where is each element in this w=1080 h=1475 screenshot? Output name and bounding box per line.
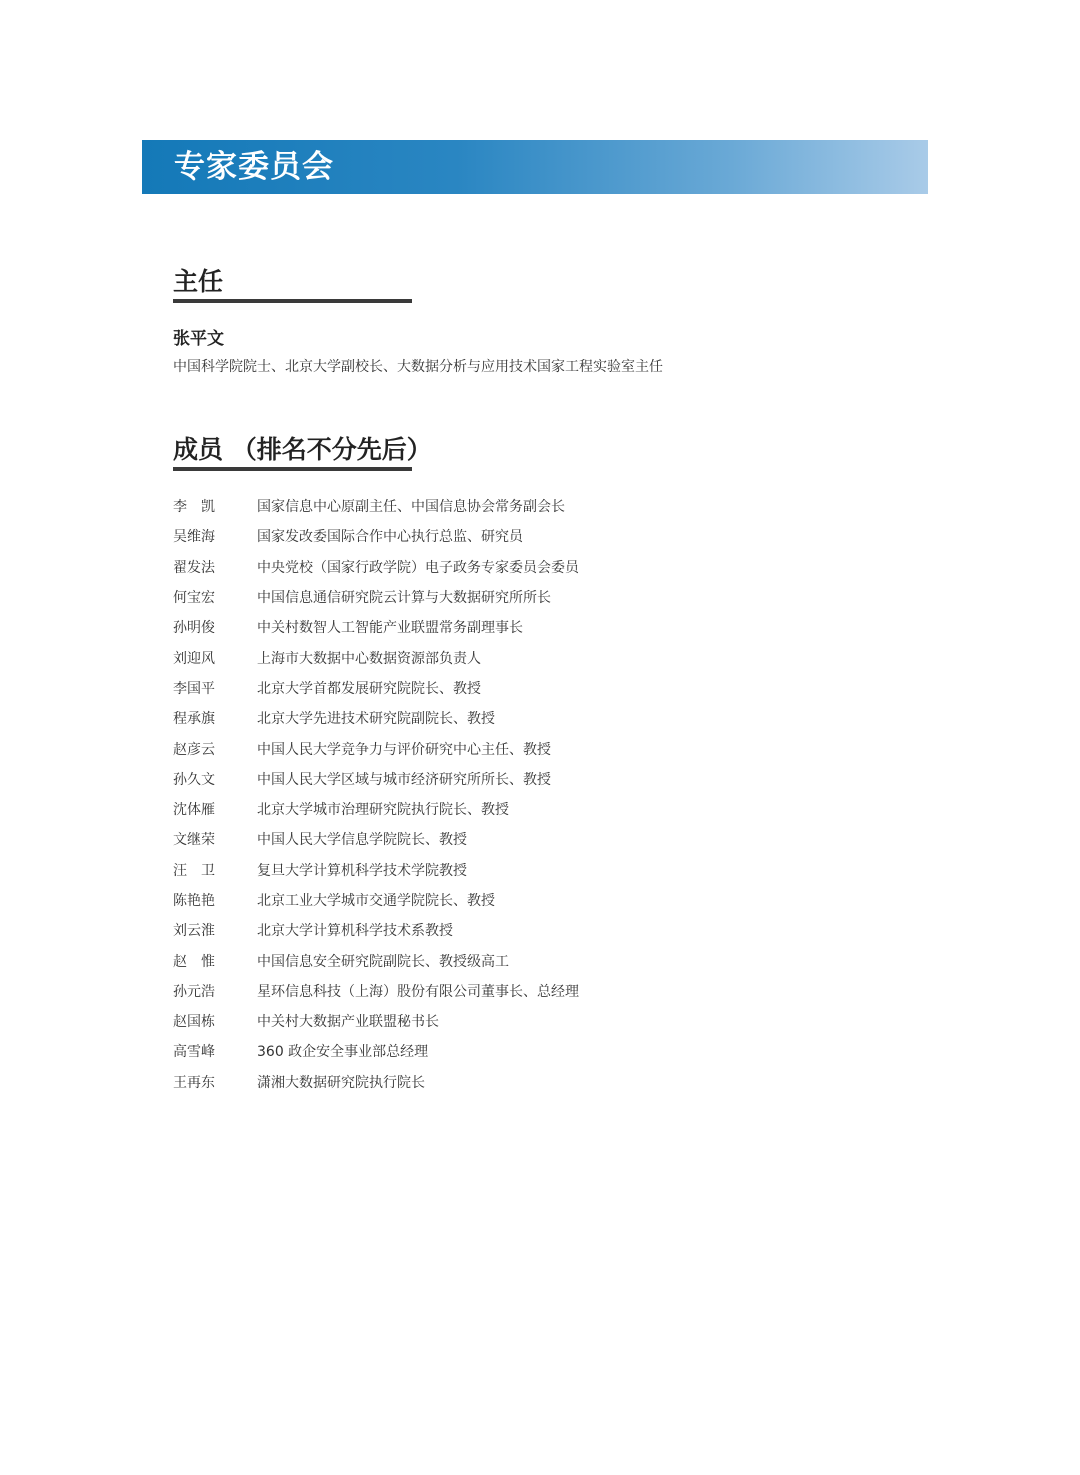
member-row	[173, 733, 873, 763]
member-title: 中关村数智人工智能产业联盟常务副理事长	[257, 620, 523, 637]
member-name: 汪 卫	[173, 862, 215, 879]
director-heading-rule	[173, 299, 412, 303]
member-name: 吴维海	[173, 529, 215, 546]
member-title: 360 政企安全事业部总经理	[257, 1044, 429, 1061]
director-name: 张平文	[173, 329, 224, 349]
member-row	[173, 673, 873, 703]
member-row	[173, 1067, 873, 1097]
member-row	[173, 764, 873, 794]
member-title: 北京大学先进技术研究院副院长、教授	[257, 711, 495, 728]
member-row	[173, 582, 873, 612]
director-heading: 主任	[173, 267, 224, 296]
director-title: 中国科学院院士、北京大学副校长、大数据分析与应用技术国家工程实验室主任	[173, 359, 663, 375]
member-title: 国家信息中心原副主任、中国信息协会常务副会长	[257, 499, 565, 516]
member-row	[173, 885, 873, 915]
member-title: 北京工业大学城市交通学院院长、教授	[257, 893, 495, 909]
member-row	[173, 915, 873, 945]
member-title: 中国信息通信研究院云计算与大数据研究所所长	[257, 590, 551, 607]
member-title: 中国信息安全研究院副院长、教授级高工	[257, 953, 509, 970]
member-title: 复旦大学计算机科学技术学院教授	[257, 862, 467, 879]
member-title: 星环信息科技（上海）股份有限公司董事长、总经理	[257, 983, 579, 1000]
title-banner	[142, 140, 928, 194]
member-name: 赵 惟	[173, 953, 215, 970]
member-title: 中国人民大学区域与城市经济研究所所长、教授	[257, 771, 551, 788]
member-title: 中央党校（国家行政学院）电子政务专家委员会委员	[257, 559, 579, 576]
member-name: 高雪峰	[173, 1044, 215, 1061]
member-name: 文继荣	[173, 832, 215, 849]
member-name: 李 凯	[173, 499, 215, 516]
member-name: 孙明俊	[173, 620, 215, 637]
member-title: 潇湘大数据研究院执行院长	[257, 1074, 425, 1091]
member-title: 国家发改委国际合作中心执行总监、研究员	[257, 529, 523, 546]
member-title: 中国人民大学信息学院院长、教授	[257, 832, 467, 849]
member-title: 北京大学首都发展研究院院长、教授	[257, 680, 481, 697]
member-name: 孙元浩	[173, 983, 215, 1000]
members-heading: 成员 （排名不分先后）	[173, 435, 432, 464]
member-row	[173, 612, 873, 642]
member-row	[173, 794, 873, 824]
member-name: 何宝宏	[173, 590, 215, 607]
member-name: 翟发法	[173, 559, 215, 576]
member-row	[173, 824, 873, 854]
member-title: 北京大学城市治理研究院执行院长、教授	[257, 802, 509, 819]
member-title: 中关村大数据产业联盟秘书长	[257, 1014, 439, 1031]
member-name: 刘迎风	[173, 650, 215, 667]
member-name: 赵国栋	[173, 1014, 215, 1031]
member-title: 上海市大数据中心数据资源部负责人	[257, 650, 481, 667]
members-list	[173, 491, 873, 1097]
member-name: 程承旗	[173, 711, 215, 728]
member-row	[173, 703, 873, 733]
member-row	[173, 1036, 873, 1066]
members-heading-rule	[173, 467, 412, 471]
member-row	[173, 642, 873, 672]
member-row	[173, 552, 873, 582]
member-row	[173, 976, 873, 1006]
member-row	[173, 491, 873, 521]
member-row	[173, 945, 873, 975]
member-name: 沈体雁	[173, 802, 215, 819]
member-row	[173, 855, 873, 885]
member-name: 王再东	[173, 1074, 215, 1091]
member-name: 孙久文	[173, 771, 215, 788]
member-name: 李国平	[173, 680, 215, 697]
member-row	[173, 521, 873, 551]
member-name: 赵彦云	[173, 741, 215, 758]
page-title: 专家委员会	[174, 149, 334, 185]
member-name: 刘云淮	[173, 923, 215, 940]
member-name: 陈艳艳	[173, 893, 215, 909]
member-row	[173, 1006, 873, 1036]
member-title: 北京大学计算机科学技术系教授	[257, 923, 453, 940]
member-title: 中国人民大学竞争力与评价研究中心主任、教授	[257, 741, 551, 758]
